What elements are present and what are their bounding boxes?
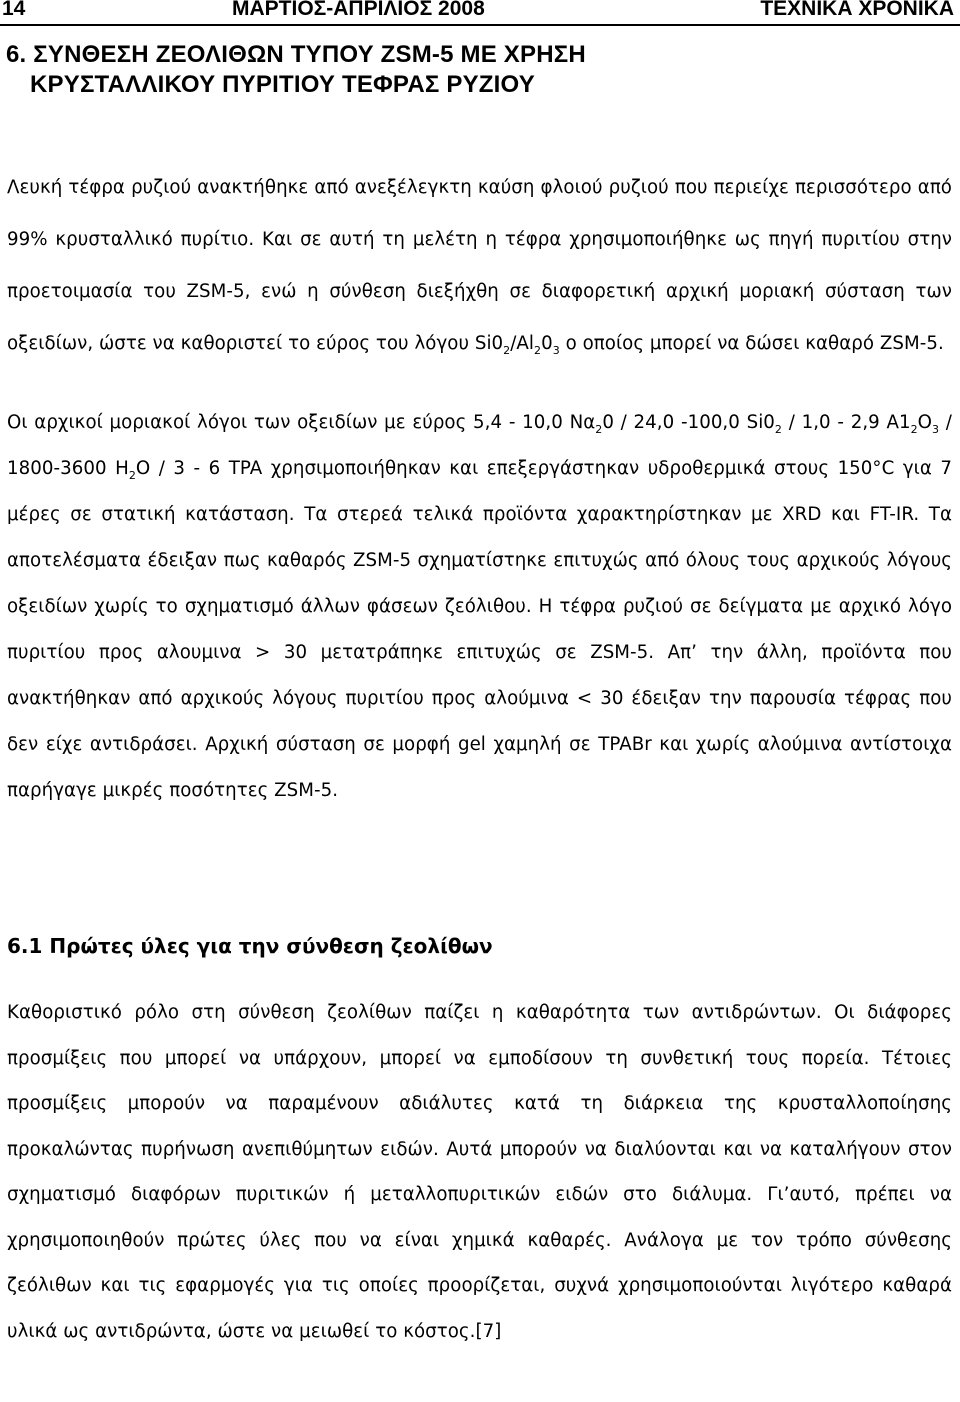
page-number: 14 [2,0,26,20]
para1-text-1: Λευκή τέφρα ρυζιού ανακτήθηκε από ανεξέλεγκτη καύση φλοιού ρυζιού που περιείχε περισσότερο από 99% κρυσταλλικό πυρίτιο. Και σε αυτή τη μελέτη η τέφρα χρησιμοποιήθηκε ως πηγή πυριτίου στην προετοιμασία του ZSM-5, ενώ η σύνθεση διεξήχθη σε διαφορετική αρχική μοριακή σύσταση των οξειδίων, ώστε να καθοριστεί το εύρος του λόγου Si0 [7,177,952,354]
issue-date: ΜΑΡΤΙΟΣ-ΑΠΡΙΛΙΟΣ 2008 [232,0,485,20]
paragraph-ratios [7,400,952,814]
chapter-title-line-1: 6. ΣΥΝΘΕΣΗ ΖΕΟΛΙΘΩΝ ΤΥΠΟΥ ZSM-5 ΜΕ ΧΡΗΣΗ [6,41,586,68]
para2-subscript-4: 3 [932,423,940,436]
para1-text-3: 0 [541,333,553,354]
para1-subscript-3: 3 [552,344,560,357]
para2-text-3: / 1,0 - 2,9 Α1 [781,412,911,433]
para2-text-6: O / 3 - 6 TPA χρησιμοποιήθηκαν και επεξεργάστηκαν υδροθερμικά στους 150°C για 7 μέρες σε στατική κατάσταση. Τα στερεά τελικά προϊόντα χαρακτηρίστηκαν με XRD και FT-IR. Τα αποτελέσματα έδειξαν πως καθαρός ZSM-5 σχηματίστηκε επιτυχώς από όλους τους αρχικούς λόγους οξειδίων χωρίς το σχηματισμό άλλων φάσεων ζεόλιθου. Η τέφρα ρυζιού σε δείγματα με αρχικό λόγο πυριτίου προς αλουμινα > 30 μετατράπηκε επιτυχώς σε ZSM-5. Απ’ την άλλη, προϊόντα που ανακτήθηκαν από αρχικούς λόγους πυριτίου προς αλούμινα < 30 έδειξαν την παρουσία τέφρας που δεν είχε αντιδράσει. Αρχική σύσταση σε μορφή gel χαμηλή σε TPABr και χωρίς αλούμινα αντίστοιχα παρήγαγε μικρές ποσότητες ZSM-5. [7,458,952,801]
para2-subscript-1: 2 [595,423,603,436]
para2-text-1: Οι αρχικοί μοριακοί λόγοι των οξειδίων με εύρος 5,4 - 10,0 Να [7,412,596,433]
para1-subscript-1: 2 [503,344,511,357]
para2-text-2: 0 / 24,0 -100,0 Si0 [602,412,775,433]
paragraph-raw-materials: Καθοριστικό ρόλο στη σύνθεση ζεολίθων παίζει η καθαρότητα των αντιδρώντων. Οι διάφορες προσμίξεις που μπορεί να υπάρχουν, μπορεί να εμποδίσουν τη συνθετική τους πορεία. Τέτοιες προσμίξεις μπορούν να παραμένουν αδιάλυτες κατά τη διάρκεια της κρυσταλλοποίησης προκαλώντας πυρήνωση ανεπιθύμητων ειδών. Αυτά μπορούν να διαλύονται και να καταλήγουν στον σχηματισμό διαφόρων πυριτικών ή μεταλλοπυριτικών ειδών στο διάλυμα. Γι’αυτό, πρέπει να χρησιμοποιηθούν πρώτες ύλες που να είναι χημικά καθαρές. Ανάλογα με τον τρόπο σύνθεσης ζεόλιθων και τις εφαρμογές για τις οποίες προορίζεται, συχνά χρησιμοποιούνται λιγότερο καθαρά υλικά ως αντιδρώντα, ώστε να μειωθεί το κόστος.[7] [7,1002,952,1342]
para1-text-2: /Al [510,333,535,354]
chapter-title-line-2: ΚΡΥΣΤΑΛΛΙΚΟΥ ΠΥΡΙΤΙΟΥ ΤΕΦΡΑΣ ΡΥΖΙΟΥ [30,71,535,98]
para1-text-4: ο οποίος μπορεί να δώσει καθαρό ZSM-5. [559,333,944,354]
paragraph-intro [7,162,952,370]
para1-subscript-2: 2 [534,344,542,357]
para2-subscript-3: 2 [910,423,918,436]
journal-name: ΤΕΧΝΙΚΑ ΧΡΟΝΙΚΑ [760,0,954,20]
para2-subscript-5: 2 [128,469,136,482]
header-rule [0,24,960,26]
chapter-title [6,40,586,100]
para2-text-5: / 1800-3600 Η [7,412,952,479]
page-header [0,0,960,22]
para2-text-4: O [917,412,933,433]
section-title: 6.1 Πρώτες ύλες για την σύνθεση ζεολίθων [7,934,493,958]
para2-subscript-2: 2 [774,423,782,436]
